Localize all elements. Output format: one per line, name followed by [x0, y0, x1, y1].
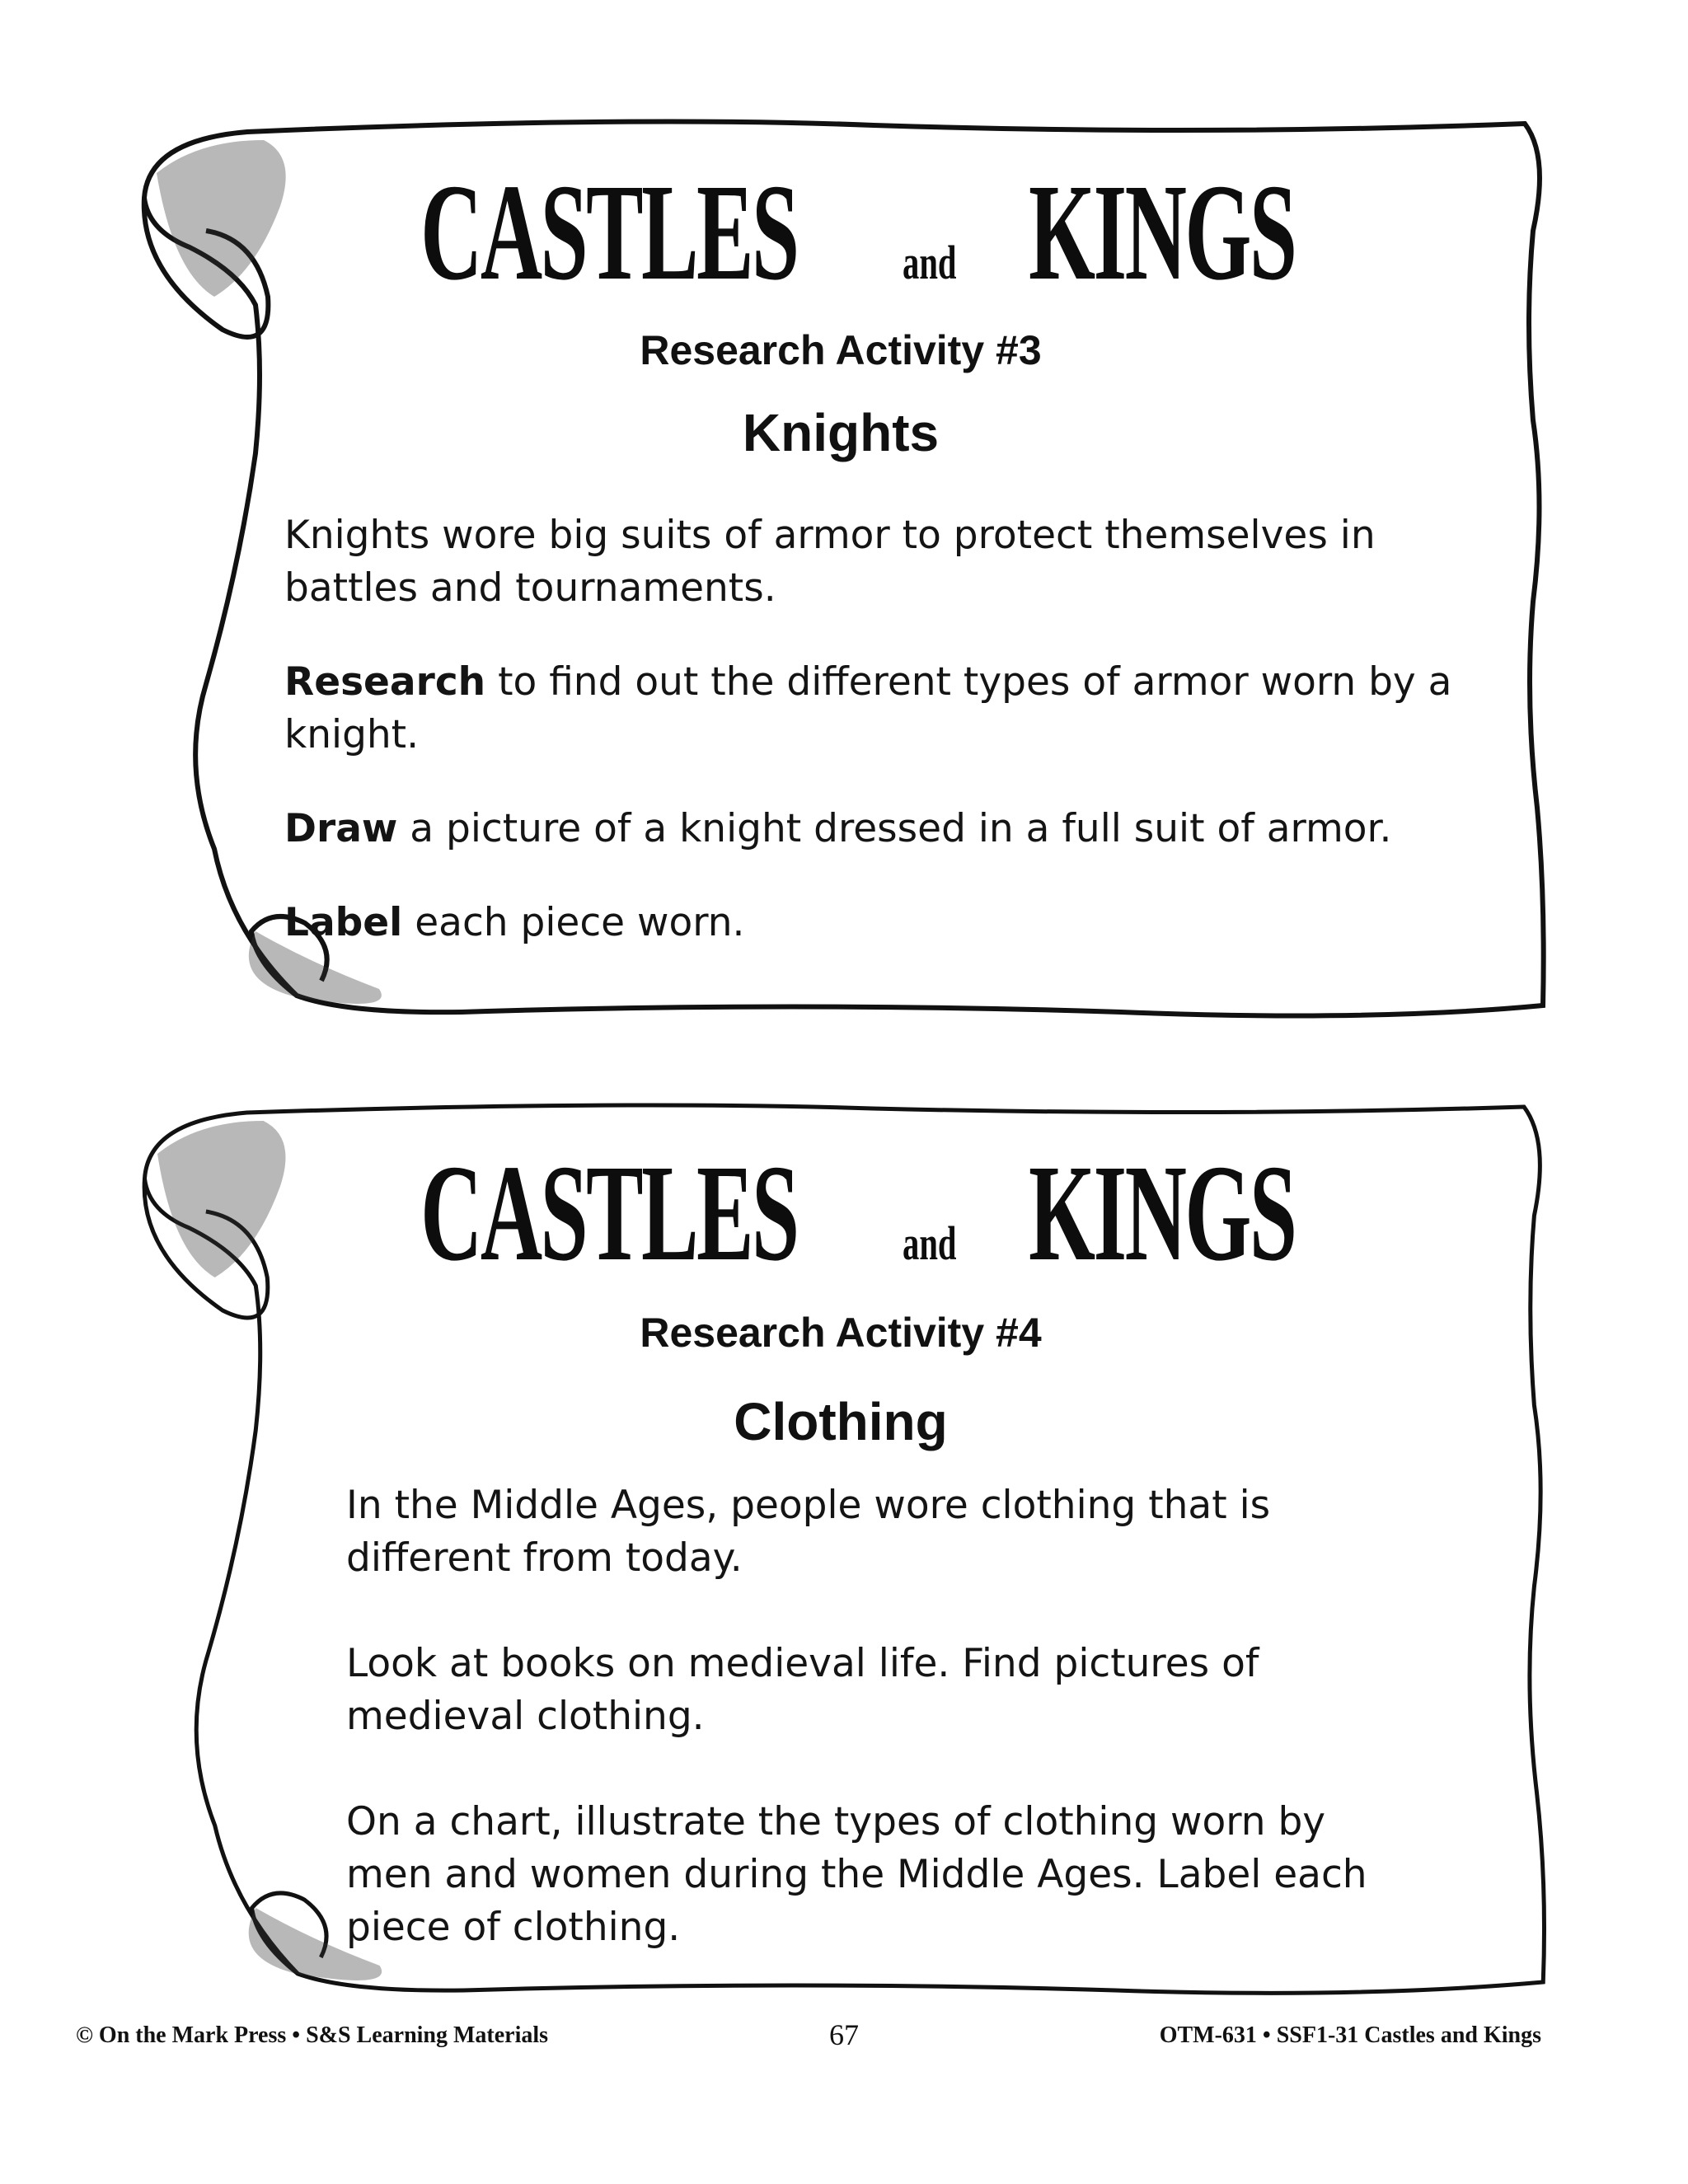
activity-topic: Knights	[742, 403, 940, 462]
activity-label: Research Activity #4	[640, 1310, 1042, 1356]
card-headline: CASTLES and KINGS	[420, 156, 1296, 309]
paragraph-intro: In the Middle Ages, people wore clothing that is different from today.	[346, 1483, 1271, 1581]
activity-card-3	[132, 107, 1550, 1038]
paragraph-research: Research to find out the different types of armor worn by a knight.	[284, 659, 1452, 757]
paragraph-draw: Draw a picture of a knight dressed in a full suit of armor.	[284, 806, 1392, 851]
activity-instructions	[346, 1479, 1418, 2007]
paragraph-intro: Knights wore big suits of armor to protect themselves in battles and tournaments.	[284, 513, 1376, 611]
card-headline: CASTLES and KINGS	[420, 1137, 1296, 1290]
activity-card-4	[132, 1092, 1550, 2007]
paragraph-chart: On a chart, illustrate the types of clothing worn by men and women during the Middle Ages. Label each piece of clothing.	[346, 1799, 1367, 1950]
activity-label: Research Activity #3	[640, 327, 1042, 373]
footer-publisher: © On the Mark Press • S&S Learning Materials	[76, 2022, 549, 2048]
activity-instructions	[284, 509, 1455, 991]
activity-topic: Clothing	[734, 1392, 948, 1451]
paragraph-books: Look at books on medieval life. Find pictures of medieval clothing.	[346, 1641, 1259, 1739]
paragraph-label: Label each piece worn.	[284, 900, 745, 945]
footer-product-code: OTM-631 • SSF1-31 Castles and Kings	[1159, 2022, 1541, 2048]
page-number: 67	[829, 2018, 859, 2051]
